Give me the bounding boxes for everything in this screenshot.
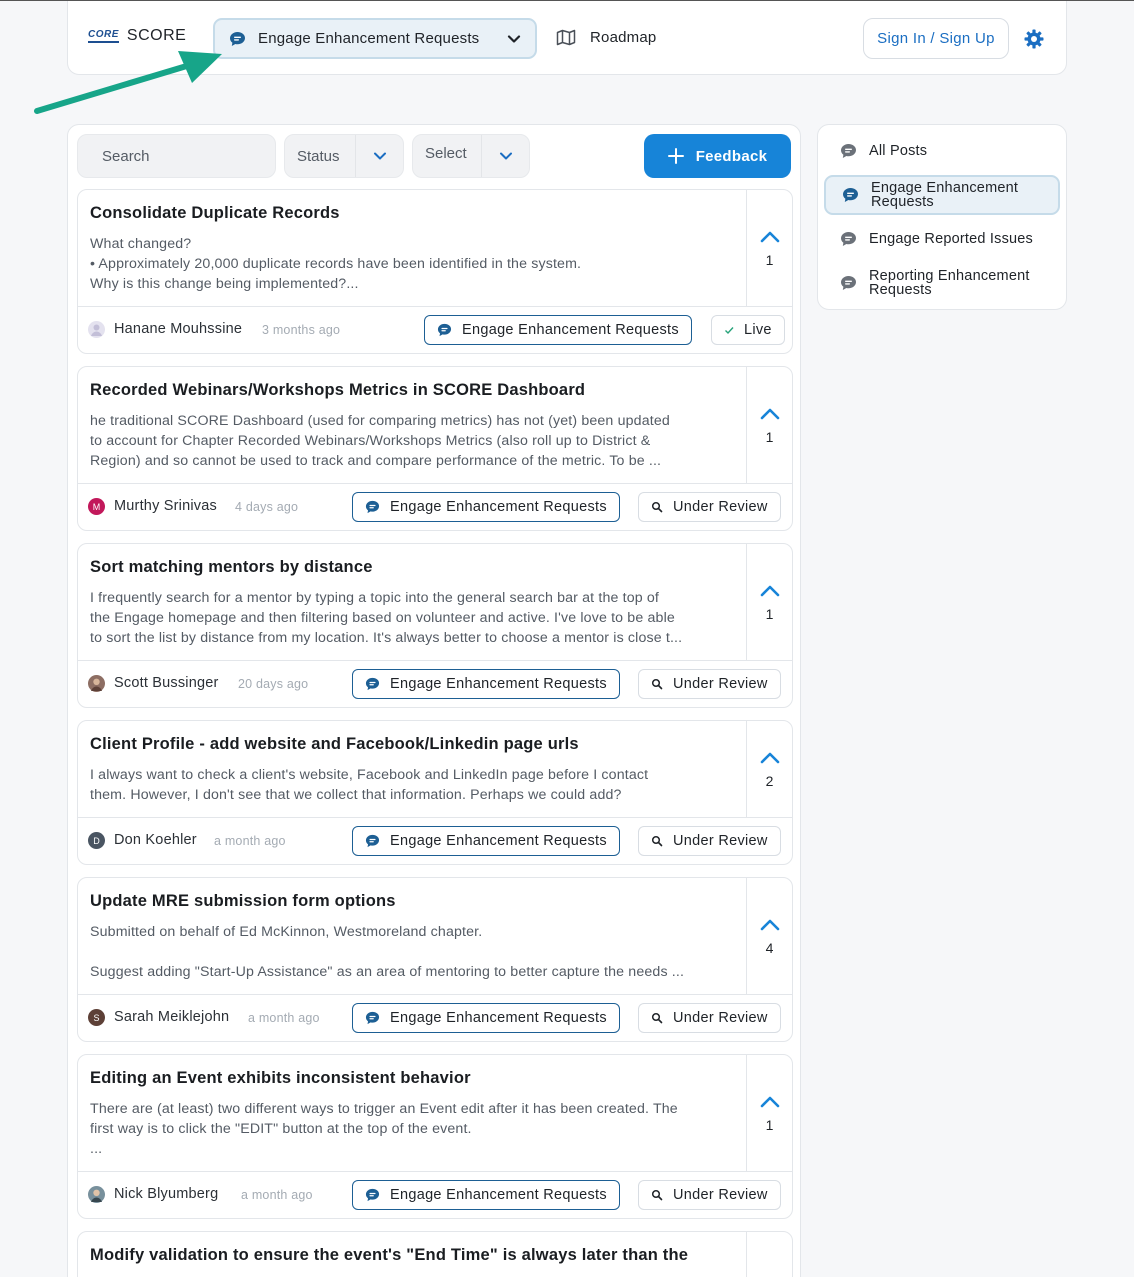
posts-feed [67, 124, 801, 1277]
gear-icon[interactable] [1023, 28, 1045, 50]
post-description-line: he traditional SCORE Dashboard (used for comparing metrics) has not (yet) been updated [90, 413, 670, 429]
chat-bubble-icon [365, 834, 380, 848]
post-footer [78, 660, 792, 707]
post-description-line: Submitted on behalf of Ed McKinnon, Westmoreland chapter. [90, 924, 483, 940]
vote-box [746, 721, 792, 817]
board-tag-label: Engage Enhancement Requests [390, 1010, 607, 1026]
sidebar-item-label: Engage Reported Issues [869, 231, 1034, 247]
status-badge [638, 1003, 781, 1033]
upvote-chevron-icon[interactable] [760, 1095, 780, 1109]
upvote-chevron-icon[interactable] [760, 230, 780, 244]
board-tag[interactable] [352, 826, 620, 856]
post-card[interactable] [77, 1231, 793, 1277]
chevron-down-icon [507, 32, 521, 46]
status-badge [638, 1180, 781, 1210]
post-card[interactable] [77, 543, 793, 708]
plus-icon [668, 148, 684, 164]
chat-bubble-icon [842, 187, 859, 203]
post-description-line: • Approximately 20,000 duplicate records have been identified in the system. [90, 256, 582, 272]
vote-count: 1 [765, 429, 774, 445]
status-filter-dropdown[interactable] [284, 134, 404, 178]
post-description-line: ... [90, 1141, 103, 1157]
post-description [90, 922, 735, 982]
sidebar-item-engage-reported-issues[interactable] [824, 229, 1060, 249]
post-time: 20 days ago [238, 677, 309, 691]
board-tag[interactable] [352, 492, 620, 522]
sidebar-item-all-posts[interactable] [824, 141, 1060, 161]
board-selector-dropdown[interactable] [213, 18, 537, 59]
post-time: a month ago [214, 834, 286, 848]
vote-count: 4 [765, 940, 774, 956]
avatar [88, 1186, 105, 1203]
post-footer [78, 1171, 792, 1218]
chat-bubble-icon [365, 1188, 380, 1202]
post-description [90, 588, 735, 648]
score-logo: CORE [88, 30, 119, 43]
post-time: 4 days ago [235, 500, 299, 514]
annotation-arrow-icon [30, 41, 230, 121]
post-title[interactable]: Sort matching mentors by distance [90, 558, 373, 576]
upvote-chevron-icon[interactable] [760, 407, 780, 421]
sidebar-item-label: Engage Enhancement Requests [871, 180, 1019, 210]
post-footer [78, 994, 792, 1041]
status-badge [638, 492, 781, 522]
magnifier-icon [651, 835, 663, 847]
post-author: Nick Blyumberg [114, 1186, 219, 1202]
post-description [90, 234, 735, 294]
sidebar-item-label: Reporting Enhancement Requests [869, 268, 1030, 298]
feedback-button-label: Feedback [695, 147, 768, 165]
user-photo-icon [88, 1186, 105, 1203]
avatar [88, 321, 105, 338]
post-description-line: Region) and so cannot be used to track and compare performance of the metric. To be ... [90, 453, 662, 469]
vote-count: 2 [765, 773, 774, 789]
post-description-line [90, 942, 735, 962]
board-tag-label: Engage Enhancement Requests [462, 322, 679, 338]
status-badge [638, 826, 781, 856]
status-label: Under Review [673, 676, 768, 692]
post-card[interactable] [77, 189, 793, 354]
feedback-button[interactable] [644, 134, 791, 178]
post-title[interactable]: Update MRE submission form options [90, 892, 396, 910]
post-description-line: Suggest adding "Start-Up Assistance" as an area of mentoring to better capture the needs ... [90, 964, 685, 980]
avatar: S [88, 1009, 105, 1026]
board-tag[interactable] [352, 1180, 620, 1210]
chat-bubble-icon [365, 1011, 380, 1025]
status-badge [711, 315, 785, 345]
post-footer [78, 483, 792, 530]
chevron-down-icon [373, 149, 387, 163]
post-card[interactable] [77, 877, 793, 1042]
post-card[interactable] [77, 720, 793, 865]
feed-toolbar [77, 134, 791, 178]
chat-bubble-icon [229, 31, 246, 47]
post-author: Scott Bussinger [114, 675, 219, 691]
post-time: a month ago [248, 1011, 320, 1025]
post-description-line: What changed? [90, 236, 192, 252]
post-title[interactable]: Recorded Webinars/Workshops Metrics in SCORE Dashboard [90, 381, 586, 399]
post-description-line: first way is to click the "EDIT" button at the top of the event. [90, 1121, 472, 1137]
post-card[interactable] [77, 1054, 793, 1219]
post-description-line: There are (at least) two different ways to trigger an Event edit after it has been created. The [90, 1101, 678, 1117]
chat-bubble-icon [840, 143, 857, 159]
post-title[interactable]: Modify validation to ensure the event's "End Time" is always later than the [90, 1246, 689, 1264]
board-tag[interactable] [352, 1003, 620, 1033]
user-photo-icon [88, 675, 105, 692]
status-label: Live [744, 322, 772, 338]
post-description [90, 765, 735, 805]
chevron-down-icon [499, 149, 513, 163]
avatar: M [88, 498, 105, 515]
magnifier-icon [651, 1189, 663, 1201]
post-footer [78, 817, 792, 864]
upvote-chevron-icon[interactable] [760, 584, 780, 598]
post-description-line: I frequently search for a mentor by typing a topic into the general search bar at the top of [90, 590, 660, 606]
roadmap-label: Roadmap [590, 29, 657, 46]
search-input[interactable]: Search [77, 134, 276, 178]
magnifier-icon [651, 678, 663, 690]
chat-bubble-icon [365, 500, 380, 514]
vote-count: 1 [765, 252, 774, 268]
post-author: Murthy Srinivas [114, 498, 217, 514]
board-tag-label: Engage Enhancement Requests [390, 833, 607, 849]
vote-count: 1 [765, 606, 774, 622]
avatar [88, 675, 105, 692]
avatar: D [88, 832, 105, 849]
post-title[interactable]: Consolidate Duplicate Records [90, 204, 340, 222]
vote-box [746, 367, 792, 483]
chat-bubble-icon [840, 275, 857, 291]
post-description-line: to sort the list by distance from my location. It's always better to choose a mentor is close t... [90, 630, 683, 646]
sort-select-dropdown[interactable] [412, 134, 530, 178]
sidebar-item-reporting-enhancement-requests[interactable] [824, 266, 1060, 300]
vote-box [746, 544, 792, 660]
post-card[interactable] [77, 366, 793, 531]
sign-in-button[interactable]: Sign In / Sign Up [863, 18, 1009, 59]
status-label: Under Review [673, 833, 768, 849]
vote-count: 1 [765, 1117, 774, 1133]
map-icon [556, 29, 576, 46]
magnifier-icon [651, 501, 663, 513]
post-description-line: Why is this change being implemented?... [90, 276, 359, 292]
check-icon [724, 325, 734, 335]
post-title[interactable]: Editing an Event exhibits inconsistent behavior [90, 1069, 471, 1087]
upvote-chevron-icon[interactable] [760, 918, 780, 932]
vote-box [746, 1055, 792, 1171]
sidebar-item-label: All Posts [869, 143, 928, 159]
status-label: Under Review [673, 1010, 768, 1026]
board-tag[interactable] [352, 669, 620, 699]
post-description-line: to account for Chapter Recorded Webinars/Workshops Metrics (also roll up to District & [90, 433, 651, 449]
chat-bubble-icon [840, 231, 857, 247]
status-label: Under Review [673, 499, 768, 515]
boards-sidebar [817, 124, 1067, 310]
post-time: a month ago [241, 1188, 313, 1202]
vote-box [746, 1232, 792, 1277]
board-tag[interactable] [424, 315, 692, 345]
post-time: 3 months ago [262, 323, 341, 337]
user-silhouette-icon [88, 321, 105, 338]
post-title[interactable]: Client Profile - add website and Facebook/Linkedin page urls [90, 735, 579, 753]
board-tag-label: Engage Enhancement Requests [390, 676, 607, 692]
status-filter-label: Status [297, 147, 340, 165]
upvote-chevron-icon[interactable] [760, 751, 780, 765]
chat-bubble-icon [365, 677, 380, 691]
post-description [90, 411, 735, 471]
roadmap-link[interactable] [556, 29, 656, 46]
sort-select-label: Select [425, 144, 467, 162]
vote-box [746, 878, 792, 994]
brand-name: SCORE [126, 27, 187, 44]
board-selector-label: Engage Enhancement Requests [258, 30, 480, 47]
board-tag-label: Engage Enhancement Requests [390, 499, 607, 515]
chat-bubble-icon [437, 323, 452, 337]
sidebar-item-engage-enhancement-requests[interactable] [824, 175, 1060, 215]
post-description-line: them. However, I don't see that we collect that information. Perhaps we could add? [90, 787, 622, 803]
post-description [90, 1099, 735, 1159]
post-footer [78, 306, 792, 353]
post-author: Don Koehler [114, 832, 197, 848]
post-description-line: I always want to check a client's website, Facebook and LinkedIn page before I contact [90, 767, 649, 783]
status-badge [638, 669, 781, 699]
vote-box [746, 190, 792, 306]
post-author: Sarah Meiklejohn [114, 1009, 230, 1025]
post-author: Hanane Mouhssine [114, 321, 243, 337]
magnifier-icon [651, 1012, 663, 1024]
status-label: Under Review [673, 1187, 768, 1203]
post-description-line: the Engage homepage and then filtering based on volunteer and active. I've love to be able [90, 610, 675, 626]
board-tag-label: Engage Enhancement Requests [390, 1187, 607, 1203]
